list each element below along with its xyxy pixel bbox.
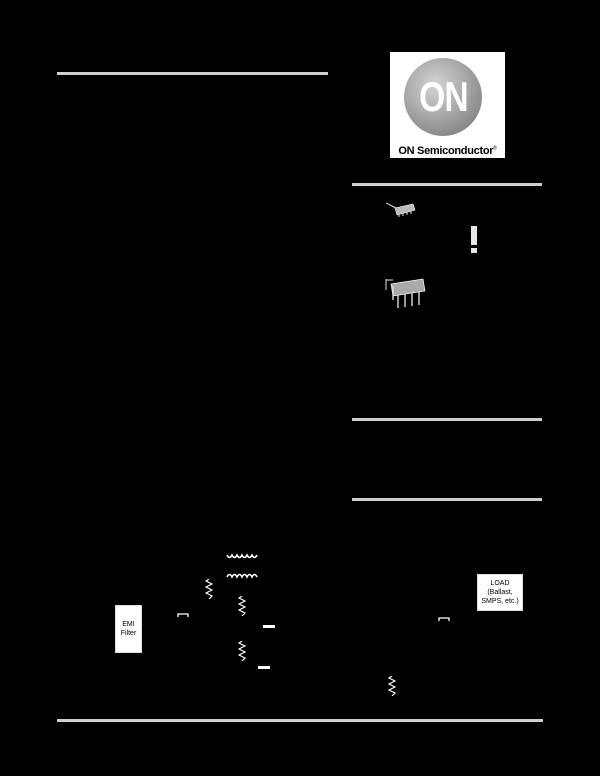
section-rule-2 bbox=[352, 418, 542, 421]
resistor-1 bbox=[205, 579, 213, 599]
exclamation-icon bbox=[469, 226, 479, 256]
resistor-2 bbox=[238, 596, 246, 616]
section-rule-1 bbox=[352, 183, 542, 186]
trademark: ® bbox=[493, 145, 497, 152]
load-block bbox=[477, 574, 523, 611]
load-label: LOAD (Ballast, SMPS, etc.) bbox=[481, 580, 519, 605]
header-rule-left bbox=[57, 72, 328, 75]
capacitor-mark-1 bbox=[177, 613, 189, 619]
brand-logo bbox=[390, 52, 505, 158]
brand-name-text: ON Semiconductor bbox=[398, 145, 494, 157]
dip-package-icon bbox=[383, 274, 429, 312]
section-rule-3 bbox=[352, 498, 542, 501]
inductor-coil-top bbox=[226, 553, 262, 561]
resistor-3 bbox=[238, 641, 246, 661]
logo-mark-text: ON bbox=[418, 73, 468, 120]
component-bar-2 bbox=[258, 666, 270, 669]
component-bar-1 bbox=[263, 625, 275, 628]
on-logo-mark bbox=[404, 58, 482, 136]
inductor-coil-bottom bbox=[226, 571, 262, 579]
soic-package-icon bbox=[386, 200, 418, 220]
capacitor-mark-2 bbox=[438, 617, 450, 623]
footer-rule bbox=[57, 719, 543, 722]
emi-filter-label: EMI Filter bbox=[120, 621, 137, 637]
resistor-4 bbox=[388, 676, 396, 696]
emi-filter-block bbox=[115, 605, 142, 653]
brand-name bbox=[390, 145, 505, 157]
